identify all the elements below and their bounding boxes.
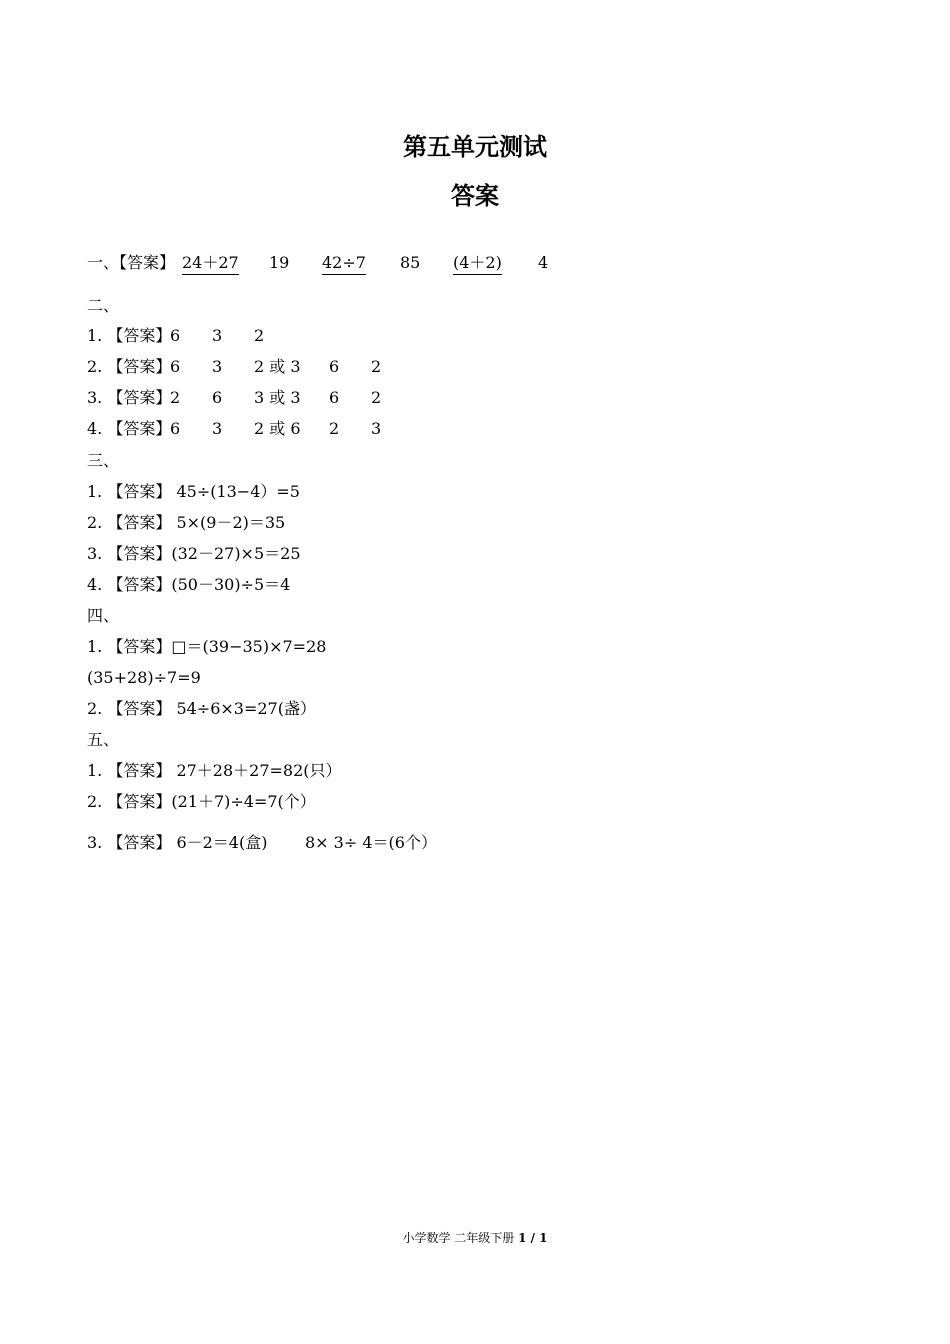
section4-row-1: 1. 【答案】□＝(39−35)×7=28 [87, 637, 327, 656]
section1-item-6: 4 [538, 253, 549, 272]
answer-value: 2 [329, 419, 340, 438]
section4-row-3: 2. 【答案】 54÷6×3=27(盏） [87, 699, 316, 718]
section3-row-2: 2. 【答案】 5×(9－2)＝35 [87, 513, 286, 532]
row-prefix: 2. 【答案】 [87, 357, 172, 376]
answer-value: 2 [371, 357, 382, 376]
answer-value: 3 或 3 [254, 388, 301, 407]
page-subtitle: 答案 [451, 182, 499, 210]
answer-value: 2 或 6 [254, 419, 301, 438]
page-footer [0, 1229, 950, 1246]
section5-row-3-main: 3. 【答案】 6－2＝4(盒) [87, 833, 268, 852]
section3-row-3: 3. 【答案】(32－27)×5＝25 [87, 544, 301, 563]
row-prefix: 4. 【答案】 [87, 419, 172, 438]
page-number: 1 / 1 [518, 1231, 548, 1245]
section5-row-1: 1. 【答案】 27＋28＋27=82(只） [87, 761, 342, 780]
answer-value: 6 [170, 357, 181, 376]
section2-heading: 二、 [87, 296, 120, 315]
section4-row-2: (35+28)÷7=9 [87, 668, 201, 687]
section1-prefix: 一、【答案】 [87, 253, 176, 272]
section4-heading: 四、 [87, 606, 120, 625]
row-prefix: 3. 【答案】 [87, 388, 172, 407]
answer-value: 3 [371, 419, 382, 438]
answer-value: 3 [212, 326, 223, 345]
answer-value: 2 [254, 326, 265, 345]
answer-value: 6 [212, 388, 223, 407]
answer-value: 3 [212, 357, 223, 376]
section3-row-4: 4. 【答案】(50－30)÷5＝4 [87, 575, 291, 594]
section5-row-2: 2. 【答案】(21＋7)÷4=7(个） [87, 792, 316, 811]
section3-row-1: 1. 【答案】 45÷(13−4）=5 [87, 482, 300, 501]
page-title: 第五单元测试 [403, 133, 547, 161]
answer-value: 3 [212, 419, 223, 438]
answer-value: 2 [371, 388, 382, 407]
section1-item-4: 85 [400, 253, 421, 272]
section3-heading: 三、 [87, 451, 120, 470]
answer-value: 6 [170, 326, 181, 345]
answer-value: 6 [170, 419, 181, 438]
section1-item-5: (4＋2) [453, 253, 502, 275]
section5-row-3-extra: 8× 3÷ 4＝(6个） [305, 833, 437, 852]
section1-item-3: 42÷7 [322, 253, 366, 275]
answer-value: 6 [329, 357, 340, 376]
section5-heading: 五、 [87, 730, 120, 749]
row-prefix: 1. 【答案】 [87, 326, 172, 345]
section1-item-2: 19 [269, 253, 290, 272]
section1-item-1: 24＋27 [182, 253, 239, 275]
answer-value: 2 或 3 [254, 357, 301, 376]
answer-value: 6 [329, 388, 340, 407]
footer-text: 小学数学 二年级下册 [402, 1231, 519, 1245]
section5-row-3 [87, 833, 437, 893]
answer-value: 2 [170, 388, 181, 407]
